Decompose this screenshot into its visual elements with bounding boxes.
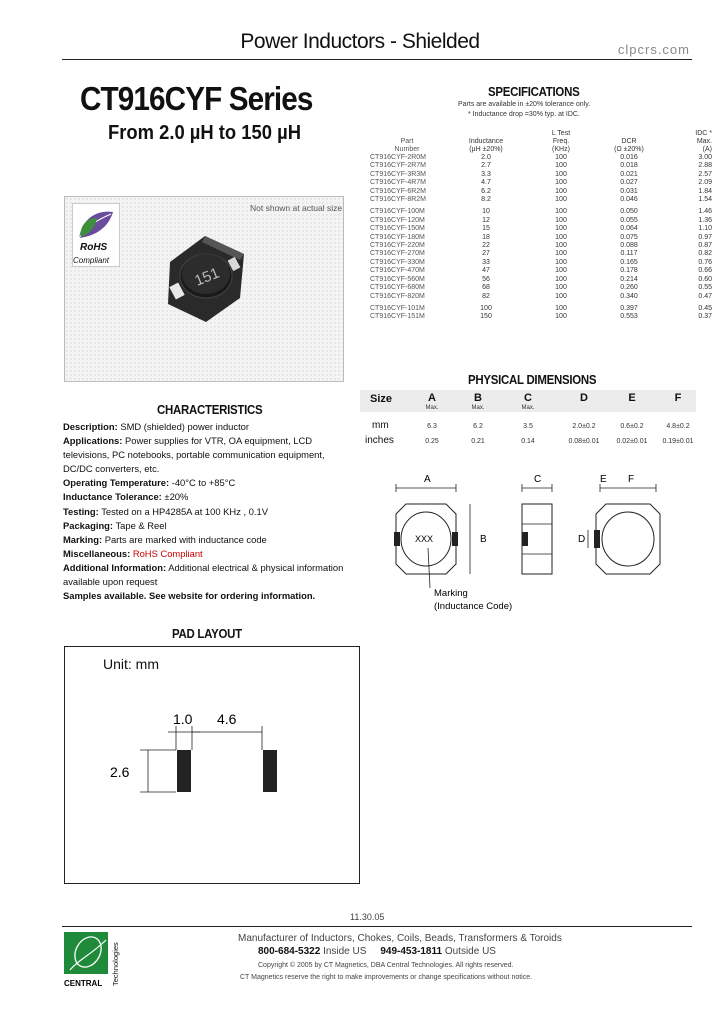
dim-max-a: Max.: [425, 405, 439, 411]
spec-row: [368, 217, 714, 225]
spec-cell: 15: [482, 225, 490, 233]
inductance-range: From 2.0 µH to 150 µH: [108, 122, 301, 144]
spec-cell: CT916CYF-470M: [370, 267, 425, 275]
spec-cell: 0.021: [620, 170, 638, 178]
pad-height: 2.6: [110, 764, 130, 780]
dim-in-d: 0.08±0.01: [568, 438, 600, 445]
size-label: Size: [370, 393, 393, 405]
description-label: Description:: [63, 421, 118, 432]
marking-value: Parts are marked with inductance code: [104, 533, 267, 545]
dim-mm-f: 4.8±0.2: [666, 423, 690, 430]
spec-cell: CT916CYF-560M: [370, 275, 425, 283]
spec-cell: CT916CYF-120M: [370, 216, 425, 224]
header-rule: [62, 59, 692, 60]
label-c: C: [534, 474, 542, 485]
mm-label: mm: [372, 420, 389, 431]
spec-cell: 0.47: [698, 292, 712, 300]
top-view: [394, 474, 512, 612]
dim-mm-a: 6.3: [427, 423, 437, 430]
site-url: clpcrs.com: [617, 42, 690, 57]
spec-note-tolerance: Parts are available in ±20% tolerance only.: [458, 101, 591, 108]
spec-cell: CT916CYF-3R3M: [370, 170, 427, 178]
characteristics-title: CHARACTERISTICS: [157, 402, 263, 417]
spec-cell: 1.10: [698, 225, 712, 233]
pad-right: [263, 750, 277, 792]
spec-cell: 0.117: [620, 250, 638, 258]
dim-in-c: 0.14: [521, 438, 535, 445]
spec-cell: 100: [555, 313, 567, 321]
spec-row: [368, 234, 714, 242]
spec-cell: CT916CYF-4R7M: [370, 179, 427, 187]
spec-cell: 3.3: [481, 170, 491, 178]
spec-cell: 68: [482, 284, 490, 292]
spec-cell: 100: [480, 304, 492, 312]
phone-outside-label: Outside US: [444, 946, 496, 957]
spec-row: [368, 179, 714, 187]
characteristics-block: [63, 420, 355, 603]
spec-cell: 82: [482, 292, 490, 300]
marking-label: Marking: [434, 588, 468, 599]
spec-cell: 56: [482, 275, 490, 283]
side-view: [522, 474, 552, 574]
addl-info-label: Additional Information:: [63, 561, 167, 573]
series-name: CT916CYF Series: [80, 80, 313, 117]
spec-row: [368, 242, 714, 250]
spec-cell: 0.055: [620, 216, 638, 224]
packaging-label: Packaging:: [63, 519, 114, 531]
spec-cell: 100: [555, 250, 567, 258]
dim-col-c: C: [524, 392, 532, 404]
spec-cell: 3.00: [698, 154, 712, 161]
spec-cell: 0.60: [698, 275, 712, 283]
spec-cell: 0.088: [620, 242, 638, 250]
spec-row: [368, 171, 714, 179]
packaging-value: Tape & Reel: [115, 519, 167, 531]
spec-cell: 0.397: [620, 304, 638, 312]
spec-cell: 100: [555, 187, 567, 195]
spec-cell: 2.88: [698, 162, 712, 170]
spec-cell: 1.84: [698, 187, 712, 195]
leaf-icon: [73, 204, 119, 244]
spec-cell: 10: [482, 208, 490, 216]
footer-tagline: Manufacturer of Inductors, Chokes, Coils, Beads, Transformers & Toroids: [238, 933, 562, 944]
spec-cell: 0.45: [698, 304, 712, 312]
spec-cell: 0.340: [620, 292, 638, 300]
spec-cell: 0.050: [620, 208, 638, 216]
spec-cell: CT916CYF-180M: [370, 233, 425, 241]
description-value: SMD (shielded) power inductor: [120, 421, 250, 432]
spec-row: [368, 154, 714, 162]
spec-cell: 8.2: [481, 196, 491, 204]
inductor-image: [160, 232, 250, 326]
spec-cell: 0.016: [620, 154, 638, 161]
logo-text: CENTRAL: [64, 979, 103, 988]
header-ind-line1: Inductance: [468, 138, 504, 145]
pad-width-2: 4.6: [217, 711, 237, 727]
dim-col-a: A: [428, 392, 436, 404]
spec-cell: CT916CYF-2R0M: [370, 154, 427, 161]
spec-cell: 0.027: [620, 179, 638, 187]
spec-row: [368, 225, 714, 233]
spec-cell: 0.046: [620, 196, 638, 204]
dim-in-b: 0.21: [471, 438, 485, 445]
header-ltest: [526, 128, 596, 154]
dim-max-b: Max.: [471, 405, 485, 411]
label-a: A: [424, 474, 431, 485]
spec-cell: 27: [482, 250, 490, 258]
spec-row: [368, 301, 714, 313]
inches-label: inches: [365, 435, 394, 446]
spec-cell: 100: [555, 162, 567, 170]
dim-in-f: 0.19±0.01: [662, 438, 694, 445]
spec-cell: 4.7: [481, 179, 491, 187]
misc-value: RoHS Compliant: [132, 547, 203, 559]
header-idc-line1: IDC *: [695, 130, 712, 137]
op-temp-label: Operating Temperature:: [63, 477, 170, 489]
specifications-title: SPECIFICATIONS: [488, 84, 580, 99]
spec-cell: 100: [555, 196, 567, 204]
specifications-table: [368, 128, 714, 322]
spec-cell: 47: [482, 267, 490, 275]
central-logo: [62, 930, 114, 990]
spec-row: [368, 196, 714, 204]
spec-cell: 0.178: [620, 267, 638, 275]
dim-max-c: Max.: [521, 405, 535, 411]
testing-value: Tested on a HP4285A at 100 KHz , 0.1V: [101, 505, 268, 517]
rohs-compliant-label: Compliant: [73, 256, 110, 265]
page-title: Power Inductors - Shielded: [240, 30, 480, 53]
label-d: D: [578, 534, 586, 545]
spec-cell: 0.66: [698, 267, 712, 275]
dim-col-d: D: [580, 392, 588, 404]
spec-row: [368, 259, 714, 267]
samples-note: Samples available. See website for ordering information.: [63, 590, 316, 602]
spec-cell: 100: [555, 242, 567, 250]
spec-cell: CT916CYF-2R7M: [370, 162, 427, 170]
header-idc-line2: Max.: [696, 138, 712, 145]
spec-cell: 0.075: [620, 233, 638, 241]
header-ltest-line1: L Test: [551, 130, 571, 137]
dim-mm-d: 2.0±0.2: [572, 423, 596, 430]
label-e: E: [600, 474, 607, 485]
testing-label: Testing:: [63, 505, 99, 517]
header-part-number: [368, 128, 446, 154]
spec-note-drop: * Inductance drop =30% typ. at IDC.: [468, 111, 580, 118]
dim-col-e: E: [628, 392, 636, 404]
header-idc: [662, 128, 714, 154]
spec-row: [368, 188, 714, 196]
dim-col-f: F: [674, 392, 682, 404]
footer-copyright: Copyright © 2005 by CT Magnetics, DBA Central Technologies. All rights reserved.: [258, 962, 514, 969]
spec-cell: CT916CYF-680M: [370, 284, 425, 292]
spec-row: [368, 204, 714, 216]
phone-inside: 800-684-5322: [258, 946, 321, 957]
spec-cell: 22: [482, 242, 490, 250]
bottom-view: [578, 474, 660, 574]
spec-cell: 0.214: [620, 275, 638, 283]
revision-date: 11.30.05: [350, 912, 385, 922]
spec-cell: 0.553: [620, 313, 638, 321]
spec-cell: 33: [482, 258, 490, 266]
applications-value: Power supplies for VTR, OA equipment, LCD televisions, PC notebooks, portable communication equipment, DC/DC converters, etc.: [63, 435, 325, 475]
marking-sublabel: (Inductance Code): [434, 601, 513, 612]
spec-cell: 1.54: [698, 196, 712, 204]
spec-cell: 0.260: [620, 284, 638, 292]
spec-cell: 0.87: [698, 242, 712, 250]
dim-in-e: 0.02±0.01: [616, 438, 648, 445]
spec-row: [368, 162, 714, 170]
spec-cell: 100: [555, 233, 567, 241]
spec-cell: 18: [482, 233, 490, 241]
pad-left: [177, 750, 191, 792]
dim-in-a: 0.25: [425, 438, 439, 445]
spec-cell: 2.7: [481, 162, 491, 170]
pad-drawing: [110, 700, 290, 810]
label-f: F: [628, 474, 635, 485]
spec-cell: 2.0: [481, 154, 491, 161]
header-ind-line2: (µH ±20%): [469, 146, 503, 153]
pad-layout-title: PAD LAYOUT: [172, 626, 242, 641]
spec-cell: 0.55: [698, 284, 712, 292]
phone-outside: 949-453-1811: [380, 946, 443, 957]
spec-cell: 100: [555, 179, 567, 187]
spec-cell: 100: [555, 258, 567, 266]
label-b: B: [480, 534, 487, 545]
spec-cell: CT916CYF-6R2M: [370, 187, 427, 195]
dim-mm-e: 0.6±0.2: [620, 423, 644, 430]
spec-row: [368, 267, 714, 275]
header-part-line2: Number: [394, 146, 420, 153]
addl-info-value: Additional electrical & physical information available upon request: [63, 561, 344, 588]
spec-cell: 100: [555, 275, 567, 283]
pad-unit: Unit: mm: [103, 656, 159, 672]
header-idc-line3: (A): [702, 146, 712, 153]
header-dcr-line1: DCR: [621, 138, 637, 145]
footer-rule: [62, 926, 692, 927]
marking-code: XXX: [415, 534, 434, 544]
dim-mm-b: 6.2: [473, 423, 483, 430]
logo-side-text-wrap: [110, 928, 124, 988]
op-temp-value: -40°C to +85°C: [171, 477, 236, 489]
phone-inside-label: Inside US: [323, 946, 367, 957]
spec-row: [368, 293, 714, 301]
marking-label-char: Marking:: [63, 533, 103, 545]
spec-cell: CT916CYF-220M: [370, 242, 425, 250]
spec-cell: 1.46: [698, 208, 712, 216]
spec-cell: 100: [555, 208, 567, 216]
spec-cell: 100: [555, 225, 567, 233]
header-ltest-line3: (KHz): [552, 146, 570, 153]
logo-side-text: Technologies: [111, 942, 120, 986]
tolerance-value: ±20%: [164, 491, 189, 503]
footer-disclaimer: CT Magnetics reserve the right to make improvements or change specifications without notice.: [240, 974, 533, 981]
spec-cell: 0.76: [698, 258, 712, 266]
tolerance-label: Inductance Tolerance:: [63, 491, 162, 503]
spec-cell: CT916CYF-151M: [370, 313, 425, 321]
header-inductance: [446, 128, 526, 154]
footer-phones: [258, 946, 496, 957]
spec-cell: CT916CYF-820M: [370, 292, 425, 300]
spec-cell: 100: [555, 304, 567, 312]
spec-cell: 0.031: [620, 187, 638, 195]
applications-label: Applications:: [63, 435, 123, 447]
rohs-label: RoHS: [80, 242, 108, 253]
spec-cell: CT916CYF-270M: [370, 250, 425, 258]
spec-cell: 100: [555, 292, 567, 300]
spec-cell: 150: [480, 313, 492, 321]
spec-row: [368, 250, 714, 258]
spec-cell: 0.064: [620, 225, 638, 233]
spec-cell: 0.165: [620, 258, 638, 266]
spec-cell: 1.36: [698, 216, 712, 224]
spec-cell: 0.97: [698, 233, 712, 241]
spec-cell: 12: [482, 216, 490, 224]
header-part-line1: Part: [400, 138, 414, 145]
dim-mm-c: 3.5: [523, 423, 533, 430]
header-dcr-line2: (Ω ±20%): [614, 146, 644, 153]
misc-label: Miscellaneous:: [63, 547, 131, 559]
dimensions-title: PHYSICAL DIMENSIONS: [468, 372, 597, 387]
spec-cell: 100: [555, 170, 567, 178]
inductor-marking: 151: [192, 264, 222, 290]
spec-cell: CT916CYF-8R2M: [370, 196, 427, 204]
spec-cell: 0.018: [620, 162, 638, 170]
spec-cell: CT916CYF-330M: [370, 258, 425, 266]
spec-row: [368, 284, 714, 292]
spec-row: [368, 313, 714, 321]
spec-cell: 100: [555, 284, 567, 292]
spec-cell: 2.09: [698, 179, 712, 187]
spec-cell: CT916CYF-101M: [370, 304, 425, 312]
spec-cell: 100: [555, 267, 567, 275]
spec-cell: CT916CYF-100M: [370, 208, 425, 216]
spec-cell: 6.2: [481, 187, 491, 195]
spec-cell: CT916CYF-150M: [370, 225, 425, 233]
spec-header-row: [368, 128, 714, 154]
photo-note: Not shown at actual size: [250, 203, 343, 213]
spec-row: [368, 276, 714, 284]
pad-width-1: 1.0: [173, 711, 193, 727]
spec-cell: 0.37: [698, 313, 712, 321]
dim-col-b: B: [474, 392, 482, 404]
spec-cell: 2.57: [698, 170, 712, 178]
spec-cell: 0.82: [698, 250, 712, 258]
header-dcr: [596, 128, 662, 154]
dimension-drawing: [376, 468, 676, 618]
header-ltest-line2: Freq.: [552, 138, 570, 145]
spec-cell: 100: [555, 216, 567, 224]
spec-cell: 100: [555, 154, 567, 161]
